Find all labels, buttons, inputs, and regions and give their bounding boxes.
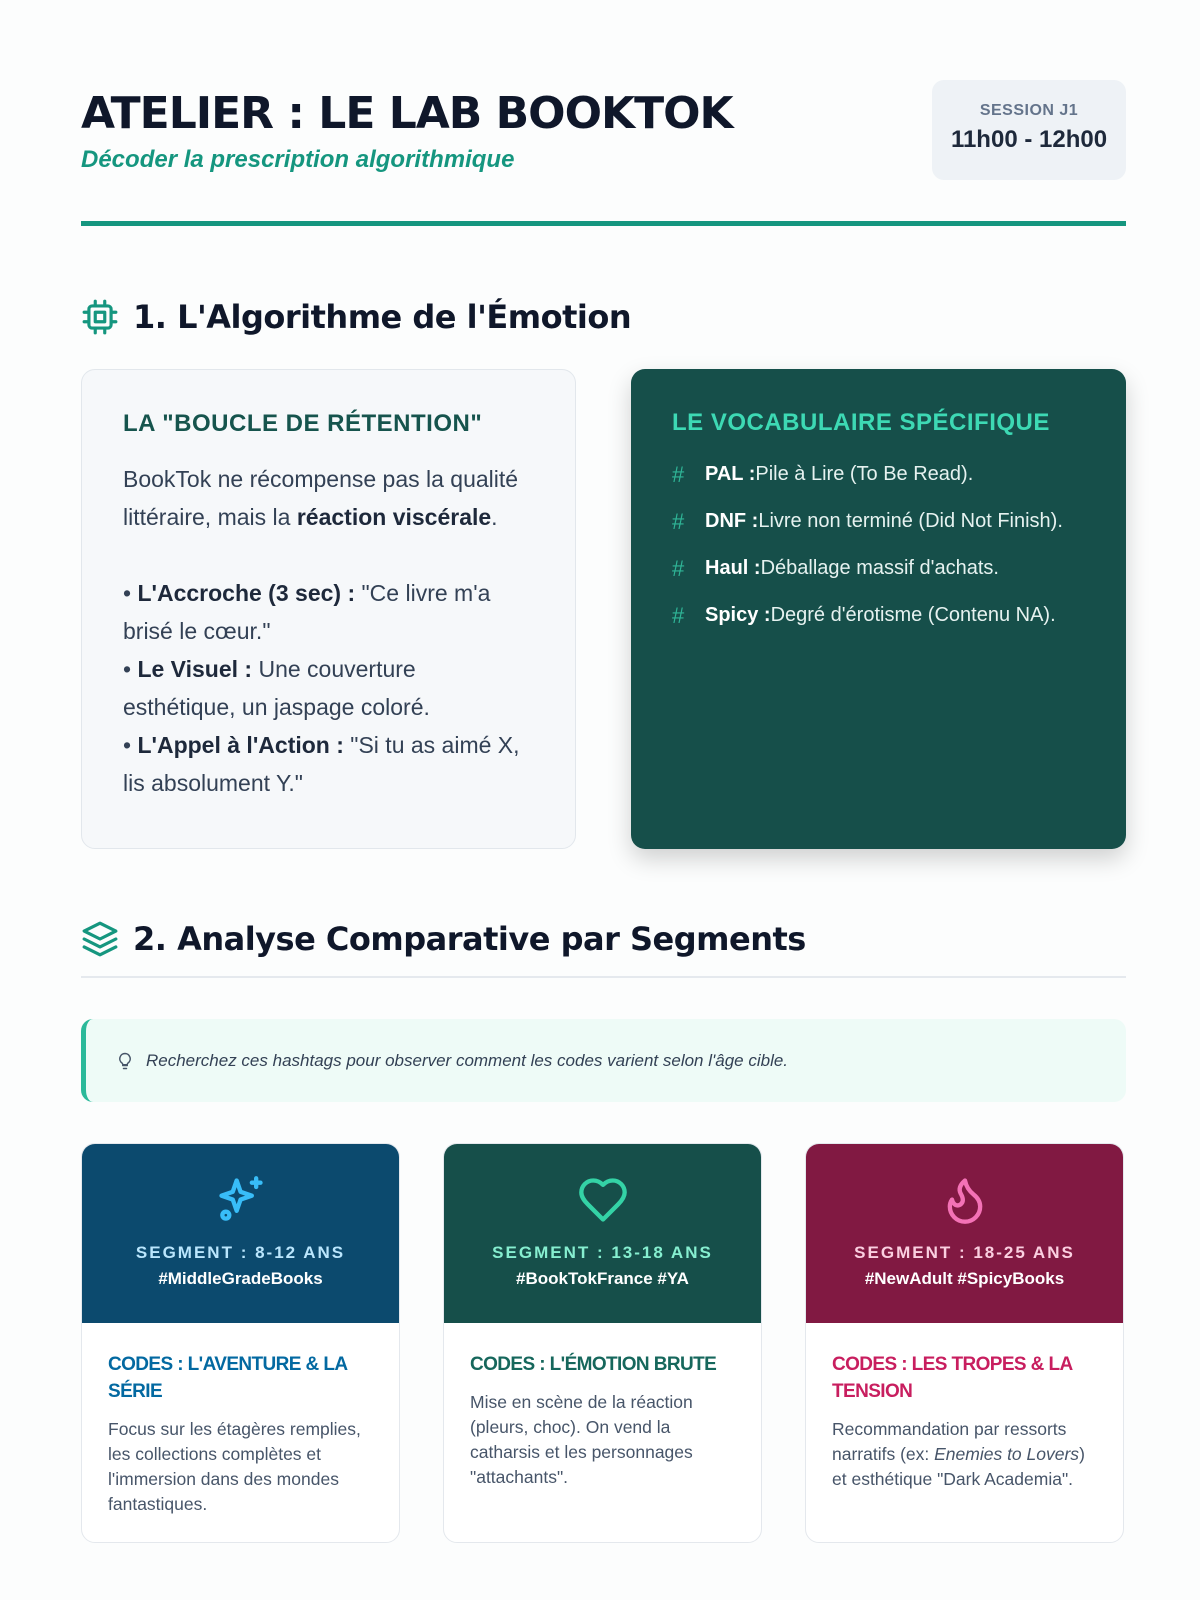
bullet-label: Le Visuel : <box>137 656 253 682</box>
vocabulary-item <box>672 592 1085 639</box>
flame-icon <box>939 1174 991 1226</box>
tip-box <box>81 1019 1126 1102</box>
segment-label: SEGMENT : 13-18 ANS <box>492 1243 713 1262</box>
segment-hashtags: #NewAdult #SpicyBooks <box>864 1269 1065 1288</box>
vocab-definition: Degré d'érotisme (Contenu NA). <box>770 604 1056 626</box>
bullet-text: "Si tu as aimé X, lis absolument Y." <box>123 732 520 796</box>
retention-bullet: • L'Accroche (3 sec) : "Ce livre m'a brisé le cœur." <box>123 580 491 644</box>
vocabulary-card <box>631 369 1126 849</box>
session-label: SESSION J1 <box>979 102 1079 119</box>
hash-icon: # <box>672 461 685 487</box>
session-badge <box>932 80 1126 180</box>
bullet-text: "Ce livre m'a brisé le cœur." <box>123 580 491 644</box>
bullet-label: L'Accroche (3 sec) : <box>137 580 356 606</box>
segment-header <box>82 1144 399 1323</box>
segment-description: Focus sur les étagères remplies, les collections complètes et l'immersion dans des mondes fantastiques. <box>108 1419 361 1514</box>
tip-text: Recherchez ces hashtags pour observer comment les codes varient selon l'âge cible. <box>146 1050 789 1070</box>
header-divider <box>81 221 1126 226</box>
vocabulary-item <box>672 451 1085 498</box>
segment-text-part: Recommandation par ressorts narratifs (ex: <box>832 1419 1067 1464</box>
lightbulb-icon <box>116 1052 134 1070</box>
header <box>81 80 1126 180</box>
page-title: ATELIER : LE LAB BOOKTOK <box>81 88 733 139</box>
segment-card-8-12 <box>81 1143 400 1543</box>
sparkles-icon <box>215 1174 267 1226</box>
segment-label: SEGMENT : 18-25 ANS <box>854 1243 1075 1262</box>
segment-body <box>82 1323 399 1517</box>
section-2-heading: 2. Analyse Comparative par Segments <box>133 920 806 958</box>
hash-icon: # <box>672 555 685 581</box>
segment-card-18-25 <box>805 1143 1124 1543</box>
section-2-divider <box>81 976 1126 978</box>
hash-icon: # <box>672 602 685 628</box>
vocab-definition: Pile à Lire (To Be Read). <box>755 463 974 485</box>
vocab-term: DNF : <box>705 510 759 532</box>
vocab-definition: Livre non terminé (Did Not Finish). <box>758 510 1063 532</box>
segment-codes: CODES : L'ÉMOTION BRUTE <box>470 1354 717 1375</box>
segment-hashtags: #BookTokFrance #YA <box>516 1269 689 1288</box>
segment-body <box>806 1323 1123 1492</box>
retention-intro-emphasis: réaction viscérale <box>296 504 492 530</box>
vocab-definition: Déballage massif d'achats. <box>760 557 999 579</box>
bullet-label: L'Appel à l'Action : <box>137 732 344 758</box>
segment-card-13-18 <box>443 1143 762 1543</box>
vocab-term: PAL : <box>705 463 756 485</box>
segment-header <box>444 1144 761 1323</box>
retention-bullet: • Le Visuel : Une couverture esthétique, un jaspage coloré. <box>123 656 430 720</box>
segment-label: SEGMENT : 8-12 ANS <box>135 1243 346 1262</box>
retention-intro-text: BookTok ne récompense pas la qualité littéraire, mais la <box>123 466 519 530</box>
segment-description: Mise en scène de la réaction (pleurs, choc). On vend la catharsis et les personnages "attachants". <box>470 1392 693 1487</box>
section-1-heading: 1. L'Algorithme de l'Émotion <box>133 298 632 336</box>
retention-bullet: • L'Appel à l'Action : "Si tu as aimé X, lis absolument Y." <box>123 732 520 796</box>
retention-intro-end: . <box>491 504 498 530</box>
vocabulary-item <box>672 545 1085 592</box>
section-2-title <box>81 920 806 958</box>
segment-description <box>832 1417 1097 1492</box>
segment-text-part: ) et esthétique "Dark Academia". <box>832 1444 1085 1489</box>
retention-heading: LA "BOUCLE DE RÉTENTION" <box>123 410 483 437</box>
vocab-term: Haul : <box>705 557 761 579</box>
vocabulary-heading: LE VOCABULAIRE SPÉCIFIQUE <box>672 409 1050 436</box>
segment-codes: CODES : LES TROPES & LA TENSION <box>832 1354 1072 1402</box>
session-time: 11h00 - 12h00 <box>950 126 1108 153</box>
bullet-text: Une couverture esthétique, un jaspage coloré. <box>123 656 430 720</box>
hash-icon: # <box>672 508 685 534</box>
layers-icon <box>81 920 119 958</box>
segment-header <box>806 1144 1123 1323</box>
page-subtitle: Décoder la prescription algorithmique <box>81 146 515 173</box>
heart-icon <box>577 1174 629 1226</box>
retention-intro <box>123 460 534 536</box>
segment-text-trope: Enemies to Lovers <box>934 1444 1080 1464</box>
vocab-term: Spicy : <box>705 604 771 626</box>
segment-hashtags: #MiddleGradeBooks <box>158 1269 323 1288</box>
segment-codes: CODES : L'AVENTURE & LA SÉRIE <box>108 1354 347 1402</box>
retention-loop-card <box>81 369 576 849</box>
vocabulary-item <box>672 498 1085 545</box>
segment-body <box>444 1323 761 1490</box>
section-1-title <box>81 298 631 336</box>
chip-icon <box>81 298 119 336</box>
